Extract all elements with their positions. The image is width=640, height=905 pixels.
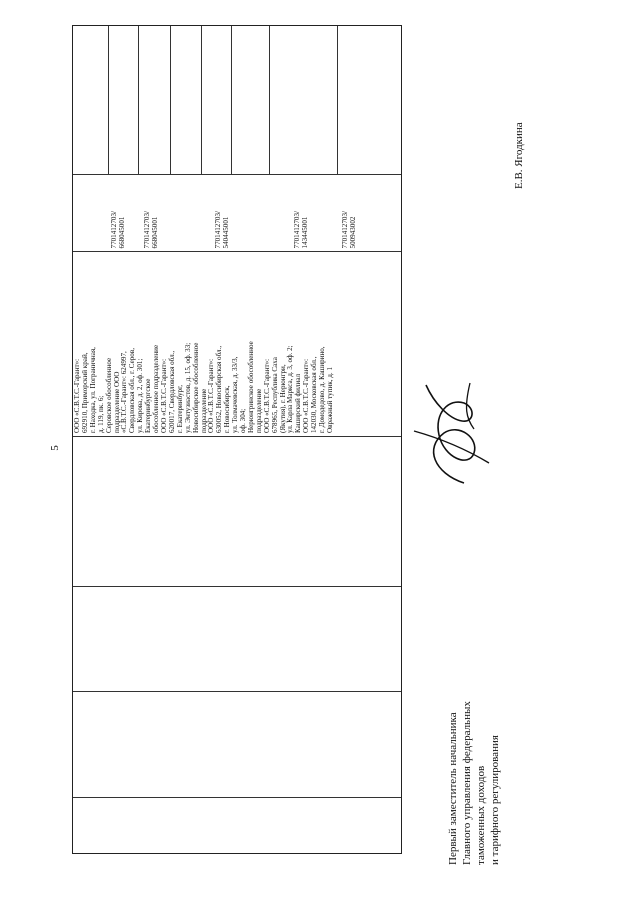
address-line: г. Находка, ул. Пограничная, <box>88 347 97 434</box>
address-line: 630052, Новосибирская обл., <box>215 345 224 434</box>
address-line: ул. Толмачевская, д. 33/3, <box>231 356 240 434</box>
page-number: 5 <box>49 445 61 451</box>
row-divider <box>201 26 202 174</box>
row-divider <box>337 26 338 174</box>
table-column-empty <box>73 691 401 797</box>
address-line: г. Домодедово, д. Каширино, <box>318 346 327 434</box>
signatory-title-line: таможенных доходов <box>475 765 487 865</box>
address-line: обособленное подразделение <box>152 344 161 434</box>
table-column-rows <box>73 26 401 174</box>
inn-kpp-value: 7701412703/ 500943002 <box>341 211 357 249</box>
address-line: г. Екатеринбург, <box>175 385 184 434</box>
address-line: подразделение <box>254 388 263 434</box>
address-line: 620017, Свердловская обл., <box>167 350 176 434</box>
address-line: Новосибирское обособленное <box>191 342 200 434</box>
address-line: д. 119, пк. 6; <box>96 395 105 434</box>
address-line: ООО «С.В.Т.С.-Гарант»: <box>73 358 81 434</box>
data-table <box>72 25 402 854</box>
table-column-empty <box>73 797 401 853</box>
address-line: подразделение ООО <box>112 371 121 434</box>
signatory-title-line: Первый заместитель начальника <box>447 712 459 865</box>
row-divider <box>231 26 232 174</box>
address-line: г. Новосибирск, <box>223 385 232 434</box>
address-line: 142030, Московская обл., <box>310 356 319 434</box>
address-line: подразделение <box>199 388 208 434</box>
table-column-empty <box>73 436 401 586</box>
address-line: Овражный тупик, д. 1 <box>326 366 334 434</box>
address-line: 678965, Республика Саха <box>270 357 279 434</box>
row-dividers <box>73 26 401 174</box>
address-line: Нерюнгринское обособленное <box>246 341 255 434</box>
address-line: Серовское обособленное <box>104 357 113 434</box>
signatory-title-line: Главного управления федеральных <box>461 701 473 865</box>
inn-kpp-value: 7701412703/ 540445001 <box>214 211 230 249</box>
inn-kpp-column <box>73 174 401 252</box>
row-divider <box>170 26 171 174</box>
address-line: 692910, Приморский край, <box>80 352 89 434</box>
address-line: Свердловская обл., г. Серов, <box>128 348 137 434</box>
address-line: ул. Кирова, д. 2, оф. 301; <box>136 358 145 434</box>
address-line: ул. Энтузиастов, д. 15, оф. 33; <box>183 342 192 434</box>
signatory-title-line: и тарифного регулирования <box>489 735 501 865</box>
address-line: (Якутия), г. Нерюнгри, <box>278 364 287 434</box>
address-line: Екатеринбургское <box>144 378 153 434</box>
table-column-empty <box>73 586 401 692</box>
inn-kpp-value: 7701412703/ 668045001 <box>110 211 126 249</box>
address-line: ул. Карла Маркса, д. 3, оф. 2; <box>286 345 295 434</box>
signatory-title <box>446 701 502 865</box>
address-column <box>73 251 401 436</box>
address-line: ООО «С.В.Т.С.-Гарант»: <box>207 358 216 434</box>
inn-kpp-value: 7701412703/ 143445001 <box>293 211 309 249</box>
inn-kpp-value: 7701412703/ 668045001 <box>143 211 159 249</box>
address-line: ООО «С.В.Т.С.-Гарант»: <box>302 358 311 434</box>
address-line: «С.В.Т.С.-Гарант»: 624997, <box>120 351 129 434</box>
address-line: ООО «С.В.Т.С.-Гарант»: <box>159 358 168 434</box>
signatory-name: Е.В. Ягодкина <box>513 122 525 189</box>
address-line: оф. 304; <box>239 408 248 434</box>
row-divider <box>108 26 109 174</box>
address-line: Каширский филиал <box>294 373 303 434</box>
address-line: ООО «С.В.Т.С.-Гарант»: <box>262 358 271 434</box>
row-divider <box>138 26 139 174</box>
row-divider <box>269 26 270 174</box>
handwritten-signature <box>404 373 504 493</box>
